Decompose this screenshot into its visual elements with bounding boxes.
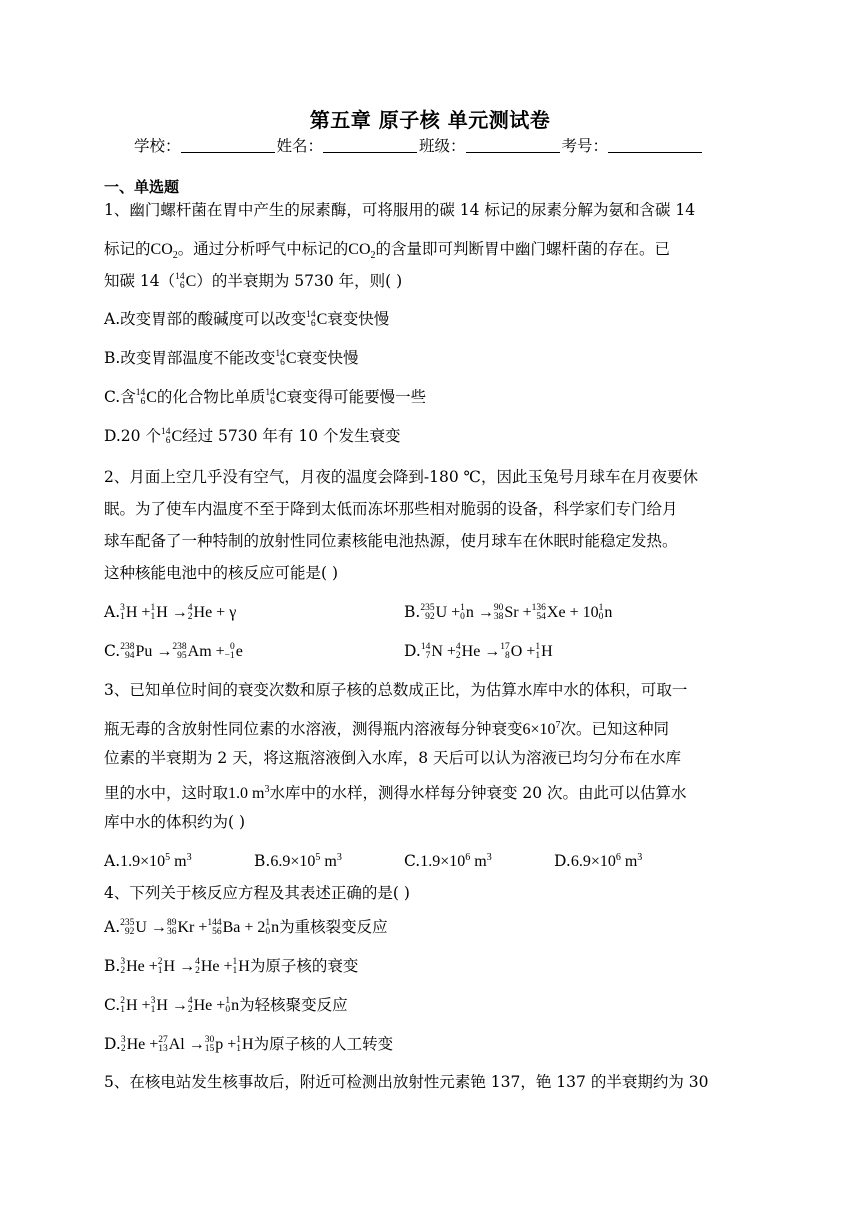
question-3-line-2: 瓶无毒的含放射性同位素的水溶液，测得瓶内溶液每分钟衰变$6\times 10^7$次。已知这种同 [104,720,670,738]
question-4-option-b[interactable]: B. 3 2 He + 2 1 H → 4 2 He + 1 1 H为原子核的衰变 [104,957,359,977]
exam-no-label: 考号： [561,137,609,155]
question-3-line-5: 库中水的体积约为( ) [104,813,246,831]
question-2-option-d[interactable]: D. 14 7 N + 4 2 He → 17 8 O + 1 1 H [404,642,553,662]
question-1-option-b[interactable]: B.改变胃部温度不能改变 14 6 C衰变快慢 [104,349,359,368]
question-2-line-2: 眠。为了使车内温度不至于降到太低而冻坏那些相对脆弱的设备，科学家们专门给月 [104,500,678,518]
school-label: 学校： [134,137,181,155]
name-field[interactable] [323,138,417,153]
class-label: 班级： [419,137,466,155]
question-4-option-a[interactable]: A. 235 92 U → 89 36 Kr + 144 56 Ba + 2 1 0 n为重核裂变反应 [104,918,388,938]
question-1-option-a[interactable]: A.改变胃部的酸碱度可以改变 14 6 C衰变快慢 [104,310,390,329]
question-4-option-c[interactable]: C. 2 1 H + 3 1 H → 4 2 He + 1 0 n为轻核聚变反应 [104,996,348,1016]
student-info-line [134,134,704,156]
question-1-line-3: 知碳 14（ 14 6 C）的半衰期为 5730 年，则( ) [104,272,403,291]
page-title: 第五章 原子核 单元测试卷 [309,108,551,132]
question-3-line-4: 里的水中，这时取1.0 $m^3$水库中的水样，测得水样每分钟衰变 20 次。由此可以估算水 [104,784,687,802]
question-2-line-4: 这种核能电池中的核反应可能是( ) [104,564,339,582]
question-1-line-2: 标记的$CO_2$。通过分析呼气中标记的$CO_2$的含量即可判断胃中幽门螺杆菌的存在。已 [104,240,671,261]
question-3-option-c[interactable]: $C.1.9\times 10^6$ $m^3$ [404,852,492,870]
question-2-option-c[interactable]: C. 238 94 Pu → 238 95 Am + 0 −1 e [104,642,243,662]
question-2-option-a[interactable]: A. 3 1 H + 1 1 H → 4 2 He + γ [104,603,237,623]
question-3-option-d[interactable]: $D.6.9\times 10^6$ $m^3$ [554,852,643,870]
name-label: 姓名： [276,137,324,155]
question-1-line-1: 1、幽门螺杆菌在胃中产生的尿素酶，可将服用的碳 14 标记的尿素分解为氨和含碳 14 [104,201,696,219]
question-1-option-c[interactable]: C.含 14 6 C的化合物比单质 14 6 C衰变得可能要慢一些 [104,388,427,407]
school-field[interactable] [181,138,275,153]
exam-no-field[interactable] [608,138,702,153]
question-1-option-d[interactable]: D.20 个 14 6 C经过 5730 年有 10 个发生衰变 [104,427,401,446]
question-3-line-1: 3、已知单位时间的衰变次数和原子核的总数成正比，为估算水库中水的体积，可取一 [104,681,688,699]
question-4-line-1: 4、下列关于核反应方程及其表述正确的是( ) [104,884,410,902]
question-2-line-1: 2、月面上空几乎没有空气，月夜的温度会降到-180 ℃，因此玉兔号月球车在月夜要休 [104,468,698,486]
question-2-option-b[interactable]: B. 235 92 U + 1 0 n → 90 38 Sr + 136 54 Xe + 10 1 0 n [404,603,613,623]
question-2-line-3: 球车配备了一种特制的放射性同位素核能电池热源，使月球车在休眠时能稳定发热。 [104,532,678,550]
question-5-line-1: 5、在核电站发生核事故后，附近可检测出放射性元素铯 137，铯 137 的半衰期约为 30 [104,1073,709,1091]
question-3-option-a[interactable]: $A.1.9\times 10^5$ $m^3$ [104,852,192,870]
section-title: 一、单选题 [104,178,180,196]
question-3-line-3: 位素的半衰期为 2 天，将这瓶溶液倒入水库，8 天后可以认为溶液已均匀分布在水库 [104,749,682,767]
question-4-option-d[interactable]: D. 3 2 He + 27 13 Al → 30 15 p + 1 1 H为原子核的人工转变 [104,1035,394,1055]
class-field[interactable] [466,138,560,153]
question-3-option-b[interactable]: $B.6.9\times 10^5$ $m^3$ [254,852,342,870]
